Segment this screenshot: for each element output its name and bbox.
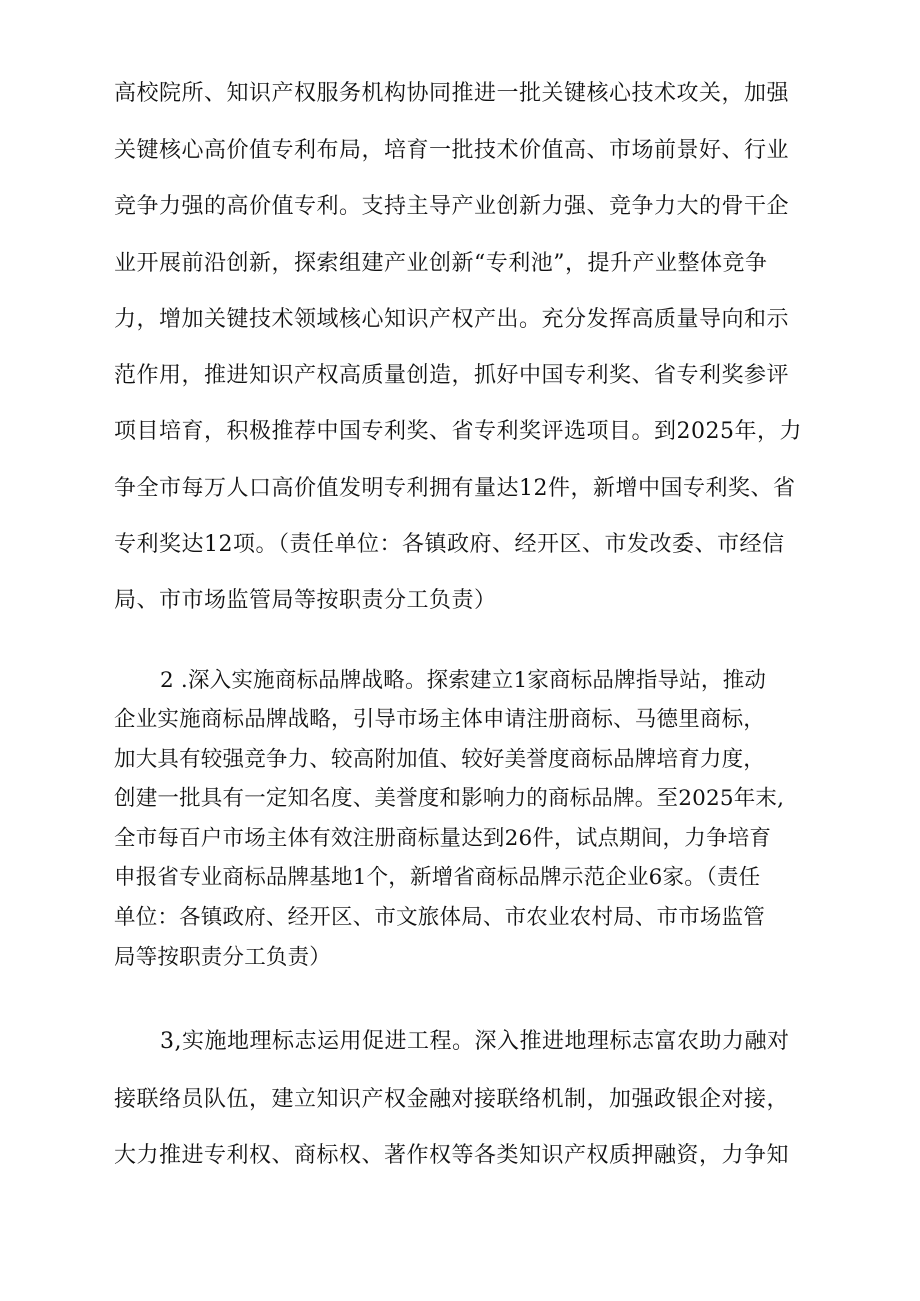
text-line: 竞争力强的高价值专利。支持主导产业创新力强、竞争力大的骨干企 [114,194,790,219]
text-line: 申报省专业商标品牌基地1个，新增省商标品牌示范企业6家。（责任 [114,865,761,890]
text-line: 全市每百户市场主体有效注册商标量达到26件，试点期间，力争培育 [114,826,772,851]
text-line: 局等按职责分工负责） [114,945,332,970]
text-line: 2 .深入实施商标品牌战略。探索建立1家商标品牌指导站，推动 [160,668,767,693]
text-line: 关键核心高价值专利布局，培育一批技术价值高、市场前景好、行业 [114,138,790,163]
text-line: 单位：各镇政府、经开区、市文旅体局、市农业农村局、市市场监管 [114,905,766,930]
text-line: 大力推进专利权、商标权、著作权等各类知识产权质押融资，力争知 [114,1143,790,1168]
text-line: 项目培育，积极推荐中国专利奖、省专利奖评选项目。到2025年，力 [114,419,802,444]
text-line: 企业实施商标品牌战略，引导市场主体申请注册商标、马德里商标， [114,707,766,732]
text-line: 高校院所、知识产权服务机构协同推进一批关键核心技术攻关，加强 [114,81,790,106]
text-line: 局、市市场监管局等按职责分工负责） [114,588,497,613]
text-line: 争全市每万人口高价值发明专利拥有量达12件，新增中国专利奖、省 [114,476,796,501]
text-line: 接联络员队伍，建立知识产权金融对接联络机制，加强政银企对接， [114,1087,790,1112]
text-line: 加大具有较强竞争力、较高附加值、较好美誉度商标品牌培育力度， [114,747,766,772]
text-line: 力，增加关键技术领域核心知识产权产出。充分发挥高质量导向和示 [114,307,790,332]
text-line: 创建一批具有一定知名度、美誉度和影响力的商标品牌。至2025年末, [114,786,785,811]
text-line: 范作用，推进知识产权高质量创造，抓好中国专利奖、省专利奖参评 [114,363,790,388]
text-line: 专利奖达12项。（责任单位：各镇政府、经开区、市发改委、市经信 [114,532,785,557]
text-line: 3,实施地理标志运用促进工程。深入推进地理标志富农助力融对 [160,1029,790,1054]
text-line: 业开展前沿创新，探索组建产业创新“专利池”，提升产业整体竞争 [114,251,768,276]
